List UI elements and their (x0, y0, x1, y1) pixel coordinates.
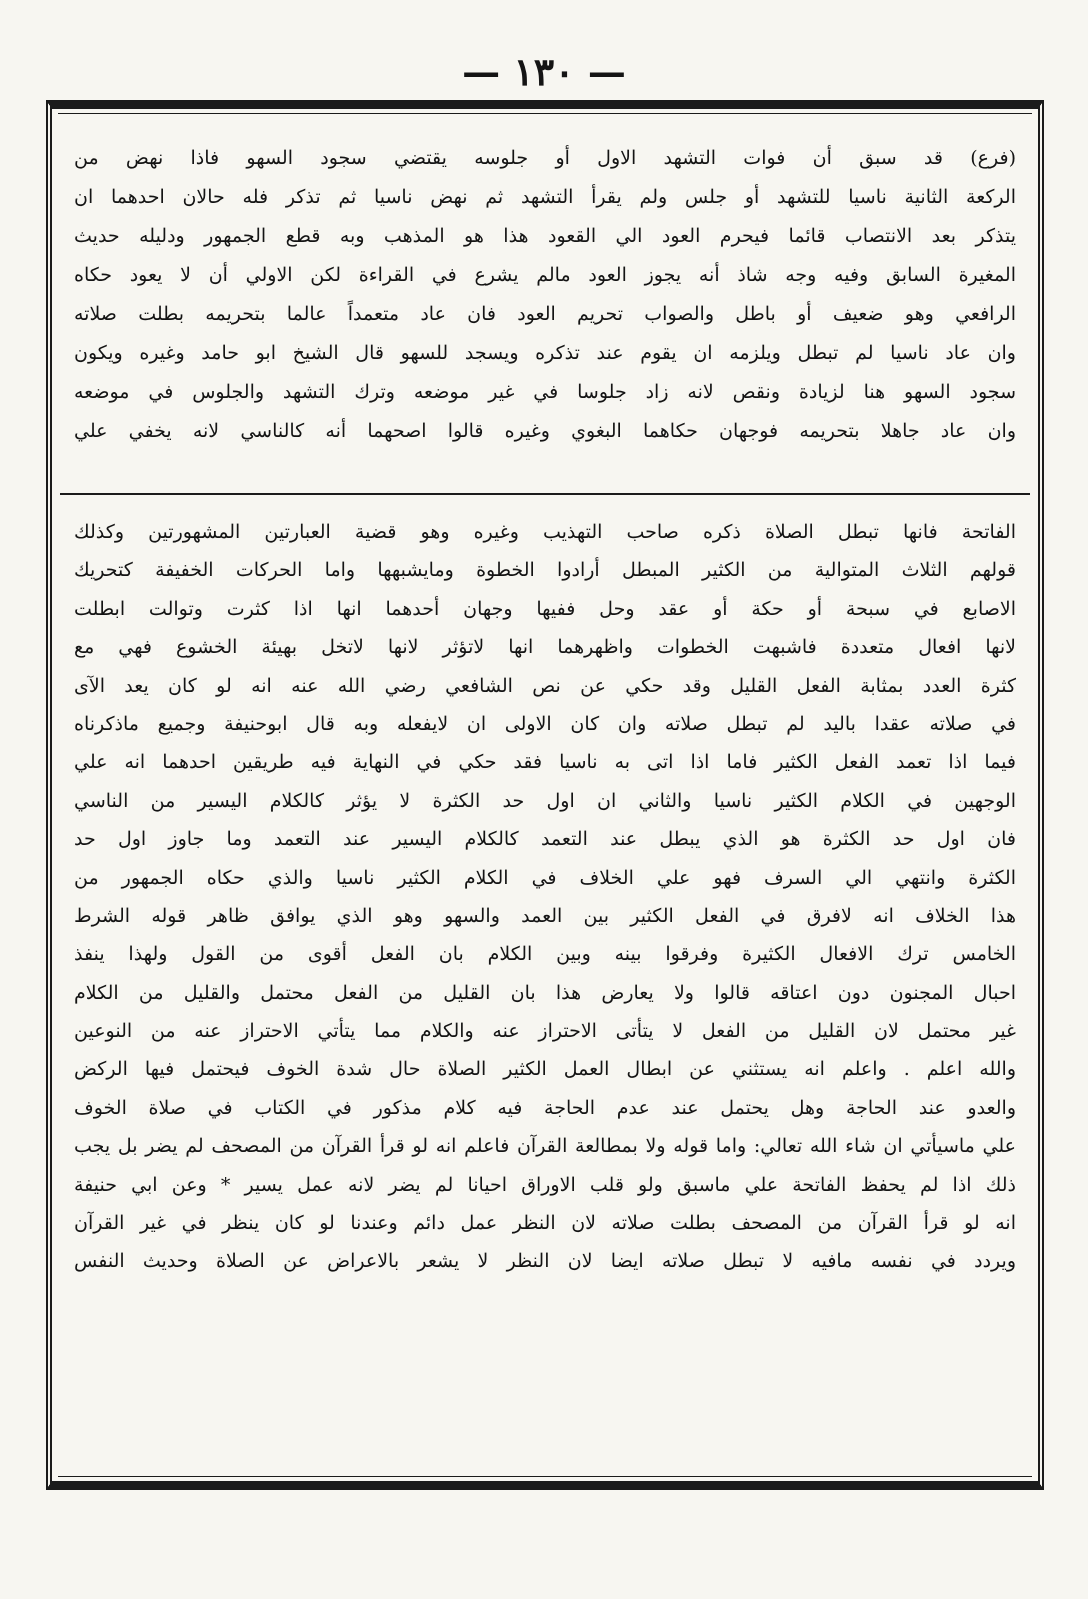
text-line: الوجهين في الكلام الكثير ناسيا والثاني ان اول حد الكثرة لا يؤثر كالكلام اليسير من الناسي (74, 789, 1016, 812)
text-line: (فرع) قد سبق أن فوات التشهد الاول أو جلوسه يقتضي سجود السهو فاذا نهض من (74, 147, 1016, 169)
main-text-block (74, 139, 1016, 451)
text-line: المغيرة السابق وفيه وجه شاذ أنه يجوز العود مالم يشرع في القراءة لكن الاولي أن لا يعود حكاه (74, 264, 1016, 286)
text-line: غير محتمل لان القليل من الفعل لا يتأتى الاحتراز عنه والكلام مما يتأتي الاحتراز عنه من النوعين (74, 1020, 1016, 1043)
commentary-text-block (74, 513, 1016, 1281)
text-line: يتذكر بعد الانتصاب قائما فيحرم العود الي القعود هذا هو المذهب وبه قطع الجمهور ودليله حديث (74, 225, 1016, 247)
text-line: الخامس ترك الافعال الكثيرة وفرقوا بينه وبين الكلام بان الفعل أقوى من القول ولهذا ينفذ (74, 943, 1016, 966)
text-line: والعدو عند الحاجة وهل يحتمل عند عدم الحاجة فيه كلام مذكور في الكتاب في صلاة الخوف (74, 1096, 1016, 1119)
text-line: وان عاد جاهلا بتحريمه فوجهان حكاهما البغوي وغيره قالوا اصحهما أنه كالناسي لانه يخفي علي (74, 420, 1016, 442)
text-line: انه لو قرأ القرآن من المصحف بطلت صلاته لان النظر عمل دائم وعندنا لو كان ينظر في غير القرآن (74, 1212, 1016, 1235)
text-line: الفاتحة فانها تبطل الصلاة ذكره صاحب التهذيب وغيره وهو قضية العبارتين المشهورتين وكذلك (74, 521, 1016, 543)
text-line: احبال المجنون دون اعتاقه قالوا ولا يعارض هذا بان القليل من الفعل محتمل والقليل من الكلام (74, 981, 1016, 1004)
page-number: — ١٣٠ — (462, 49, 626, 94)
text-line: فان اول حد الكثرة هو الذي يبطل عند التعمد كالكلام اليسير عند التعمد وما جاوز اول حد (74, 828, 1016, 851)
text-line: قولهم الثلاث المتوالية من الكثير المبطل أرادوا الخطوة ومايشبهها واما الحركات الخفيفة كتحريك (74, 559, 1016, 582)
text-line: علي ماسيأتي ان شاء الله تعالي: واما قوله ولا بمطالعة القرآن فاعلم انه لو قرأ القرآن من المصحف لم يضر بل يجب (74, 1135, 1016, 1158)
text-line: فيما اذا تعمد الفعل الكثير فاما اذا اتى به ناسيا فقد حكي في النهاية فيه طريقين احدهما انه علي (74, 751, 1016, 774)
text-line: كثرة العدد بمثابة الفعل القليل وقد حكي عن نص الشافعي رضي الله عنه انه لو كان يعد الآى (74, 674, 1016, 697)
text-line: والله اعلم . واعلم انه يستثني عن ابطال العمل الكثير الصلاة حال شدة الخوف فيحتمل فيها الركض (74, 1058, 1016, 1081)
page-frame (46, 100, 1044, 1490)
text-line: ويردد في نفسه مافيه لا تبطل صلاته ايضا لان النظر لا يشعر بالاعراض عن الصلاة وحديث النفس (74, 1250, 1016, 1273)
text-line: في صلاته عقدا باليد لم تبطل صلاته وان كان الاولى ان لايفعله وبه قال ابوحنيفة وجميع ماذكرناه (74, 712, 1016, 735)
text-line: الركعة الثانية ناسيا للتشهد أو جلس ولم يقرأ التشهد ثم نهض ناسيا ثم تذكر فله حالان احدهما ان (74, 186, 1016, 208)
text-line: لانها افعال متعددة فاشبهت الخطوات واظهرهما انها لاتؤثر لانها لاتخل بهيئة الخشوع فهي مع (74, 636, 1016, 659)
text-line: هذا الخلاف انه لافرق في الفعل الكثير بين العمد والسهو وهو الذي يوافق ظاهر قوله الشرط (74, 904, 1016, 927)
text-line: الكثرة وانتهي الي السرف فهو علي الخلاف في الكلام الكثير ناسيا والذي حكاه الجمهور من (74, 866, 1016, 889)
text-line: ذلك اذا لم يحفظ الفاتحة علي ماسبق ولو قلب الاوراق احيانا لم يضر لانه عمل يسير * وعن ابي حنيفة (74, 1173, 1016, 1196)
text-line: سجود السهو هنا لزيادة ونقص لانه زاد جلوسا في غير موضعه وترك التشهد والجلوس في موضعه (74, 381, 1016, 403)
text-line: الاصابع في سبحة أو حكة أو عقد وحل ففيها وجهان أحدهما انها اذا كثرت وتوالت ابطلت (74, 597, 1016, 620)
section-divider (60, 493, 1030, 495)
text-line: الرافعي وهو ضعيف أو باطل والصواب تحريم العود فان عاد متعمداً عالما بتحريمه بطلت صلاته (74, 303, 1016, 325)
text-line: وان عاد ناسيا لم تبطل ويلزمه ان يقوم عند تذكره ويسجد للسهو قال الشيخ ابو حامد وغيره ويكون (74, 342, 1016, 364)
